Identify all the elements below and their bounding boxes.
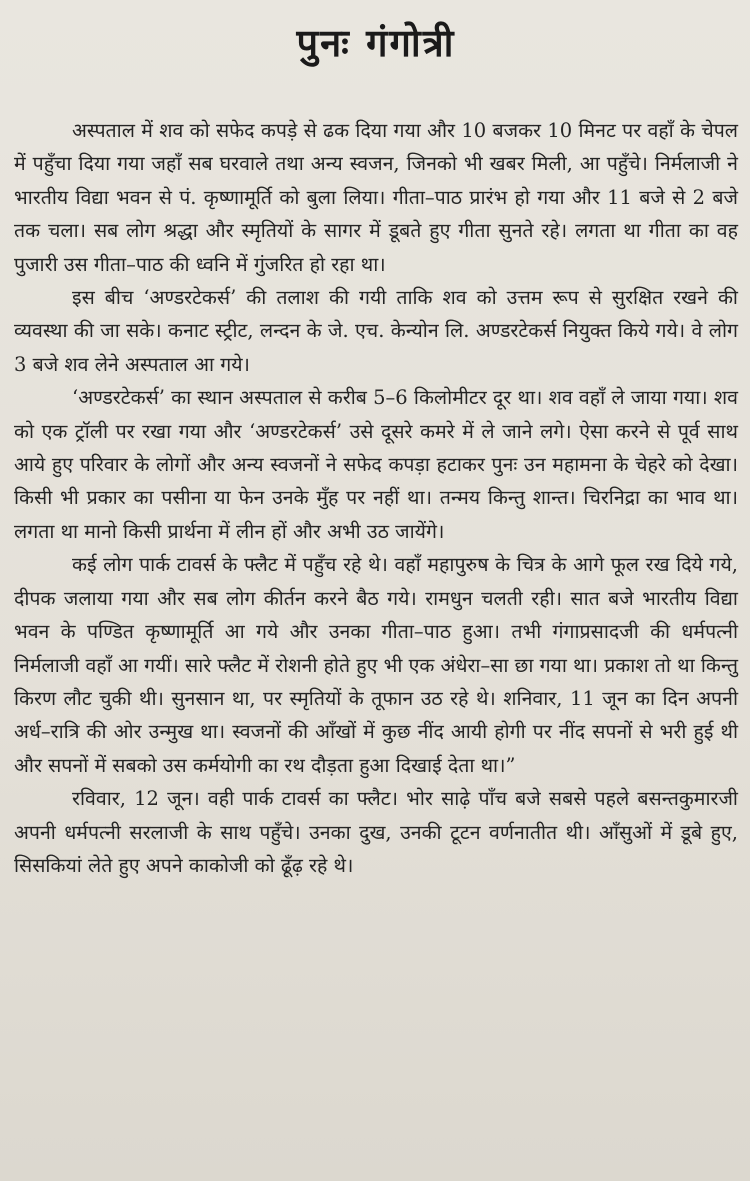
chapter-title: पुनः गंगोत्री: [296, 20, 456, 65]
paragraph: इस बीच ‘अण्डरटेकर्स’ की तलाश की गयी ताकि शव को उत्तम रूप से सुरक्षित रखने की व्यवस्था की जा सके। कनाट स्ट्रीट, लन्दन के जे. एच. केन्योन लि. अण्डरटेकर्स नियुक्त किये गये। वे लोग 3 बजे शव लेने अस्पताल आ गये।: [14, 286, 738, 376]
paragraph: रविवार, 12 जून। वही पार्क टावर्स का फ्लैट। भोर साढ़े पाँच बजे सबसे पहले बसन्तकुमारजी अपनी धर्मपत्नी सरलाजी के साथ पहुँचे। उनका दुख, उनकी टूटन वर्णनातीत थी। आँसुओं में डूबे हुए, सिसकियां लेते हुए अपने काकोजी को ढूँढ़ रहे थे।: [14, 787, 738, 877]
paragraph: ‘अण्डरटेकर्स’ का स्थान अस्पताल से करीब 5–6 किलोमीटर दूर था। शव वहाँ ले जाया गया। शव को एक ट्रॉली पर रखा गया और ‘अण्डरटेकर्स’ उसे दूसरे कमरे में ले जाने लगे। ऐसा करने से पूर्व साथ आये हुए परिवार के लोगों और अन्य स्वजनों ने सफेद कपड़ा हटाकर पुनः उन महामना के चेहरे को देखा। किसी भी प्रकार का पसीना या फेन उनके मुँह पर नहीं था। तन्मय किन्तु शान्त। चिरनिद्रा का भाव था। लगता था मानो किसी प्रार्थना में लीन हों और अभी उठ जायेंगे।: [14, 386, 738, 543]
paragraph: अस्पताल में शव को सफेद कपड़े से ढक दिया गया और 10 बजकर 10 मिनट पर वहाँ के चेपल में पहुँचा दिया गया जहाँ सब घरवाले तथा अन्य स्वजन, जिनको भी खबर मिली, आ पहुँचे। निर्मलाजी ने भारतीय विद्या भवन से पं. कृष्णामूर्ति को बुला लिया। गीता–पाठ प्रारंभ हो गया और 11 बजे से 2 बजे तक चला। सब लोग श्रद्धा और स्मृतियों के सागर में डूबते हुए गीता सुनते रहे। लगता था गीता का वह पुजारी उस गीता–पाठ की ध्वनि में गुंजरित हो रहा था।: [14, 119, 738, 276]
body-text: [14, 114, 738, 882]
paragraph: कई लोग पार्क टावर्स के फ्लैट में पहुँच रहे थे। वहाँ महापुरुष के चित्र के आगे फूल रख दिये गये, दीपक जलाया गया और सब लोग कीर्तन करने बैठ गये। रामधुन चलती रही। सात बजे भारतीय विद्या भवन के पण्डित कृष्णामूर्ति आ गये और उनका गीता–पाठ हुआ। तभी गंगाप्रसादजी की धर्मपत्नी निर्मलाजी वहाँ आ गयीं। सारे फ्लैट में रोशनी होते हुए भी एक अंधेरा–सा छा गया था। प्रकाश तो था किन्तु किरण लौट चुकी थी। सुनसान था, पर स्मृतियों के तूफान उठ रहे थे। शनिवार, 11 जून का दिन अपनी अर्ध–रात्रि की ओर उन्मुख था। स्वजनों की आँखों में कुछ नींद आयी होगी पर नींद सपनों से भरी हुई थी और सपनों में सबको उस कर्मयोगी का रथ दौड़ता हुआ दिखाई देता था।”: [14, 553, 739, 777]
